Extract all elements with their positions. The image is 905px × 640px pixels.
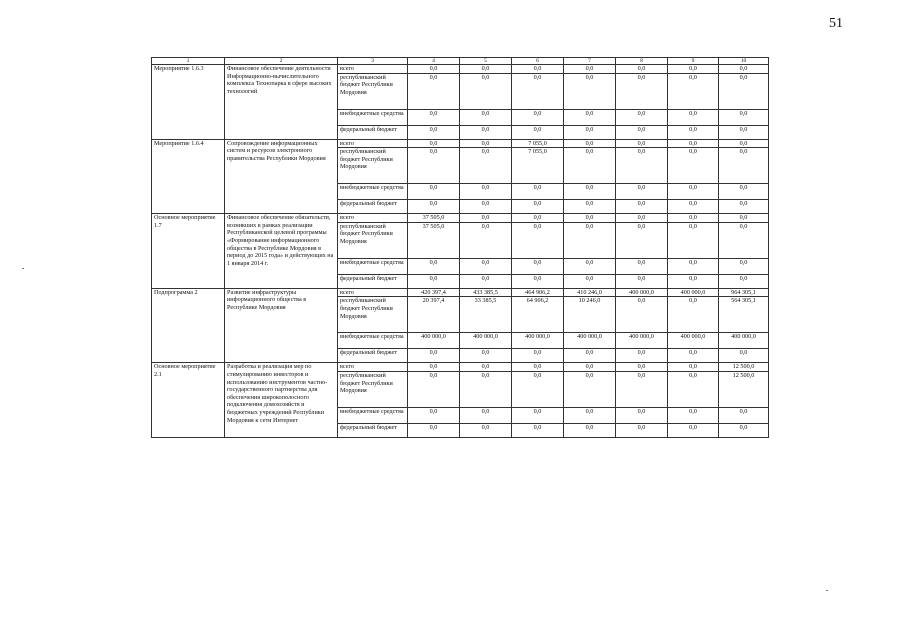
amount-cell: 0,0	[460, 200, 512, 214]
header-cell: 6	[512, 58, 564, 65]
amount-cell: 0,0	[616, 407, 668, 423]
amount-cell: 400 000,0	[668, 333, 719, 349]
amount-cell: 0,0	[616, 139, 668, 148]
funding-source-cell: республиканский бюджет Республики Мордовия	[338, 371, 408, 407]
amount-cell: 0,0	[460, 139, 512, 148]
amount-cell: 64 906,2	[512, 297, 564, 333]
funding-source-cell: федеральный бюджет	[338, 349, 408, 363]
amount-cell: 37 505,0	[408, 214, 460, 223]
amount-cell: 400 000,0	[408, 333, 460, 349]
funding-source-cell: республиканский бюджет Республики Мордовия	[338, 297, 408, 333]
amount-cell: 0,0	[460, 258, 512, 274]
amount-cell: 0,0	[512, 274, 564, 288]
amount-cell: 410 246,0	[564, 288, 616, 297]
amount-cell: 0,0	[512, 258, 564, 274]
amount-cell: 0,0	[408, 125, 460, 139]
amount-cell: 0,0	[512, 214, 564, 223]
program-code-cell: Мероприятие 1.6.3	[152, 65, 225, 140]
amount-cell: 0,0	[408, 363, 460, 372]
amount-cell: 0,0	[668, 363, 719, 372]
amount-cell: 0,0	[719, 184, 769, 200]
amount-cell: 0,0	[408, 109, 460, 125]
amount-cell: 0,0	[668, 371, 719, 407]
amount-cell: 0,0	[719, 423, 769, 437]
amount-cell: 0,0	[512, 407, 564, 423]
budget-table	[151, 57, 769, 438]
amount-cell: 0,0	[719, 125, 769, 139]
amount-cell: 0,0	[719, 109, 769, 125]
amount-cell: 0,0	[460, 371, 512, 407]
amount-cell: 0,0	[616, 73, 668, 109]
amount-cell: 7 055,0	[512, 148, 564, 184]
amount-cell: 0,0	[408, 258, 460, 274]
amount-cell: 0,0	[460, 148, 512, 184]
program-code-cell: Основное мероприятие 2.1	[152, 363, 225, 438]
page-number: 51	[829, 16, 843, 31]
header-cell: 3	[338, 58, 408, 65]
amount-cell: 0,0	[719, 274, 769, 288]
amount-cell: 0,0	[460, 407, 512, 423]
amount-cell: 0,0	[668, 258, 719, 274]
funding-source-cell: республиканский бюджет Республики Мордовия	[338, 148, 408, 184]
amount-cell: 964 305,1	[719, 288, 769, 297]
amount-cell: 0,0	[668, 109, 719, 125]
amount-cell: 0,0	[564, 407, 616, 423]
amount-cell: 0,0	[512, 423, 564, 437]
header-cell: 7	[564, 58, 616, 65]
amount-cell: 0,0	[408, 371, 460, 407]
amount-cell: 400 000,0	[564, 333, 616, 349]
amount-cell: 0,0	[564, 65, 616, 74]
amount-cell: 0,0	[408, 407, 460, 423]
amount-cell: 0,0	[719, 258, 769, 274]
amount-cell: 0,0	[460, 349, 512, 363]
amount-cell: 0,0	[512, 363, 564, 372]
amount-cell: 400 000,0	[616, 288, 668, 297]
amount-cell: 0,0	[668, 73, 719, 109]
amount-cell: 0,0	[564, 222, 616, 258]
header-cell: 2	[225, 58, 338, 65]
funding-source-cell: всего	[338, 288, 408, 297]
amount-cell: 0,0	[616, 200, 668, 214]
amount-cell: 0,0	[564, 371, 616, 407]
amount-cell: 0,0	[460, 363, 512, 372]
amount-cell: 0,0	[616, 371, 668, 407]
amount-cell: 0,0	[719, 407, 769, 423]
amount-cell: 0,0	[719, 200, 769, 214]
amount-cell: 0,0	[512, 125, 564, 139]
amount-cell: 433 385,5	[460, 288, 512, 297]
amount-cell: 0,0	[512, 222, 564, 258]
amount-cell: 0,0	[460, 109, 512, 125]
funding-source-cell: республиканский бюджет Республики Мордовия	[338, 73, 408, 109]
funding-source-cell: всего	[338, 363, 408, 372]
amount-cell: 400 000,0	[719, 333, 769, 349]
amount-cell: 0,0	[668, 349, 719, 363]
amount-cell: 0,0	[616, 65, 668, 74]
header-cell: 10	[719, 58, 769, 65]
funding-source-cell: всего	[338, 139, 408, 148]
amount-cell: 0,0	[564, 73, 616, 109]
amount-cell: 0,0	[719, 148, 769, 184]
amount-cell: 0,0	[668, 214, 719, 223]
amount-cell: 0,0	[668, 65, 719, 74]
program-code-cell: Основное мероприятие 1.7	[152, 214, 225, 289]
amount-cell: 0,0	[564, 139, 616, 148]
amount-cell: 0,0	[512, 371, 564, 407]
header-cell: 8	[616, 58, 668, 65]
amount-cell: 0,0	[668, 407, 719, 423]
amount-cell: 0,0	[512, 349, 564, 363]
amount-cell: 0,0	[564, 184, 616, 200]
amount-cell: 0,0	[408, 184, 460, 200]
amount-cell: 0,0	[512, 109, 564, 125]
program-code-cell: Подпрограмма 2	[152, 288, 225, 363]
program-title-cell: Развитие инфраструктуры информационного общества в Республике Мордовия	[225, 288, 338, 363]
header-cell: 9	[668, 58, 719, 65]
amount-cell: 0,0	[668, 139, 719, 148]
amount-cell: 0,0	[460, 274, 512, 288]
funding-source-cell: внебюджетные средства	[338, 258, 408, 274]
amount-cell: 0,0	[668, 274, 719, 288]
funding-source-cell: всего	[338, 214, 408, 223]
amount-cell: 12 500,0	[719, 371, 769, 407]
amount-cell: 564 305,1	[719, 297, 769, 333]
amount-cell: 0,0	[564, 274, 616, 288]
amount-cell: 0,0	[408, 139, 460, 148]
amount-cell: 0,0	[719, 65, 769, 74]
table-row	[152, 214, 769, 223]
amount-cell: 37 505,0	[408, 222, 460, 258]
funding-source-cell: федеральный бюджет	[338, 423, 408, 437]
header-cell: 5	[460, 58, 512, 65]
amount-cell: 33 385,5	[460, 297, 512, 333]
amount-cell: 0,0	[408, 148, 460, 184]
amount-cell: 0,0	[408, 65, 460, 74]
amount-cell: 0,0	[460, 222, 512, 258]
amount-cell: 0,0	[616, 148, 668, 184]
program-title-cell: Финансовое обеспечение деятельности Информационно-вычислительного комплекса Технопарка в сфере высоких технологий	[225, 65, 338, 140]
table-row	[152, 139, 769, 148]
header-cell: 1	[152, 58, 225, 65]
table-row	[152, 65, 769, 74]
scan-speck	[22, 268, 24, 269]
amount-cell: 0,0	[460, 73, 512, 109]
amount-cell: 0,0	[564, 423, 616, 437]
program-code-cell: Мероприятие 1.6.4	[152, 139, 225, 214]
funding-source-cell: внебюджетные средства	[338, 333, 408, 349]
amount-cell: 0,0	[668, 184, 719, 200]
scan-speck	[826, 590, 828, 591]
amount-cell: 20 397,4	[408, 297, 460, 333]
amount-cell: 420 397,4	[408, 288, 460, 297]
amount-cell: 0,0	[616, 214, 668, 223]
amount-cell: 0,0	[564, 109, 616, 125]
amount-cell: 0,0	[719, 222, 769, 258]
amount-cell: 400 000,0	[512, 333, 564, 349]
amount-cell: 0,0	[460, 125, 512, 139]
amount-cell: 0,0	[616, 274, 668, 288]
amount-cell: 0,0	[564, 363, 616, 372]
amount-cell: 0,0	[512, 65, 564, 74]
amount-cell: 464 906,2	[512, 288, 564, 297]
amount-cell: 10 246,0	[564, 297, 616, 333]
funding-source-cell: внебюджетные средства	[338, 184, 408, 200]
amount-cell: 400 000,0	[616, 333, 668, 349]
amount-cell: 0,0	[564, 258, 616, 274]
funding-source-cell: внебюджетные средства	[338, 109, 408, 125]
table-row	[152, 363, 769, 372]
funding-source-cell: федеральный бюджет	[338, 200, 408, 214]
program-title-cell: Финансовое обеспечение обязательств, возникших в рамках реализации Республиканской целевой программы «Формирование информационного общества в Республике Мордовия в период до 2015 года» и действующих на 1 января 2014 г.	[225, 214, 338, 289]
amount-cell: 400 000,0	[668, 288, 719, 297]
amount-cell: 0,0	[408, 423, 460, 437]
table-body	[152, 58, 769, 438]
amount-cell: 0,0	[668, 148, 719, 184]
amount-cell: 0,0	[460, 184, 512, 200]
amount-cell: 400 000,0	[460, 333, 512, 349]
amount-cell: 0,0	[719, 214, 769, 223]
amount-cell: 0,0	[460, 65, 512, 74]
amount-cell: 0,0	[616, 184, 668, 200]
funding-source-cell: внебюджетные средства	[338, 407, 408, 423]
amount-cell: 0,0	[564, 200, 616, 214]
amount-cell: 0,0	[512, 200, 564, 214]
amount-cell: 0,0	[616, 349, 668, 363]
amount-cell: 0,0	[564, 125, 616, 139]
amount-cell: 0,0	[616, 363, 668, 372]
header-row	[152, 58, 769, 65]
amount-cell: 0,0	[719, 139, 769, 148]
table-row	[152, 288, 769, 297]
amount-cell: 0,0	[616, 258, 668, 274]
amount-cell: 0,0	[460, 423, 512, 437]
amount-cell: 0,0	[564, 214, 616, 223]
amount-cell: 0,0	[616, 125, 668, 139]
funding-source-cell: всего	[338, 65, 408, 74]
amount-cell: 0,0	[408, 200, 460, 214]
program-title-cell: Сопровождение информационных систем и ресурсов электронного правительства Республики Мордовия	[225, 139, 338, 214]
amount-cell: 0,0	[408, 73, 460, 109]
amount-cell: 0,0	[512, 184, 564, 200]
amount-cell: 0,0	[668, 423, 719, 437]
amount-cell: 0,0	[512, 73, 564, 109]
amount-cell: 0,0	[616, 109, 668, 125]
funding-source-cell: федеральный бюджет	[338, 274, 408, 288]
amount-cell: 0,0	[616, 423, 668, 437]
amount-cell: 7 055,0	[512, 139, 564, 148]
amount-cell: 0,0	[668, 222, 719, 258]
amount-cell: 0,0	[616, 222, 668, 258]
header-cell: 4	[408, 58, 460, 65]
amount-cell: 0,0	[408, 274, 460, 288]
funding-source-cell: республиканский бюджет Республики Мордовия	[338, 222, 408, 258]
amount-cell: 12 500,0	[719, 363, 769, 372]
amount-cell: 0,0	[668, 125, 719, 139]
program-title-cell: Разработка и реализация мер по стимулированию инвесторов и использованию инструментов частно-государственного партнерства для обеспечения широкополосного подключения домохозяйств и бюджетных учреждений Республики Мордовия к сети Интернет	[225, 363, 338, 438]
amount-cell: 0,0	[719, 349, 769, 363]
amount-cell: 0,0	[564, 148, 616, 184]
amount-cell: 0,0	[460, 214, 512, 223]
amount-cell: 0,0	[668, 297, 719, 333]
amount-cell: 0,0	[719, 73, 769, 109]
amount-cell: 0,0	[408, 349, 460, 363]
amount-cell: 0,0	[668, 200, 719, 214]
amount-cell: 0,0	[616, 297, 668, 333]
funding-source-cell: федеральный бюджет	[338, 125, 408, 139]
amount-cell: 0,0	[564, 349, 616, 363]
